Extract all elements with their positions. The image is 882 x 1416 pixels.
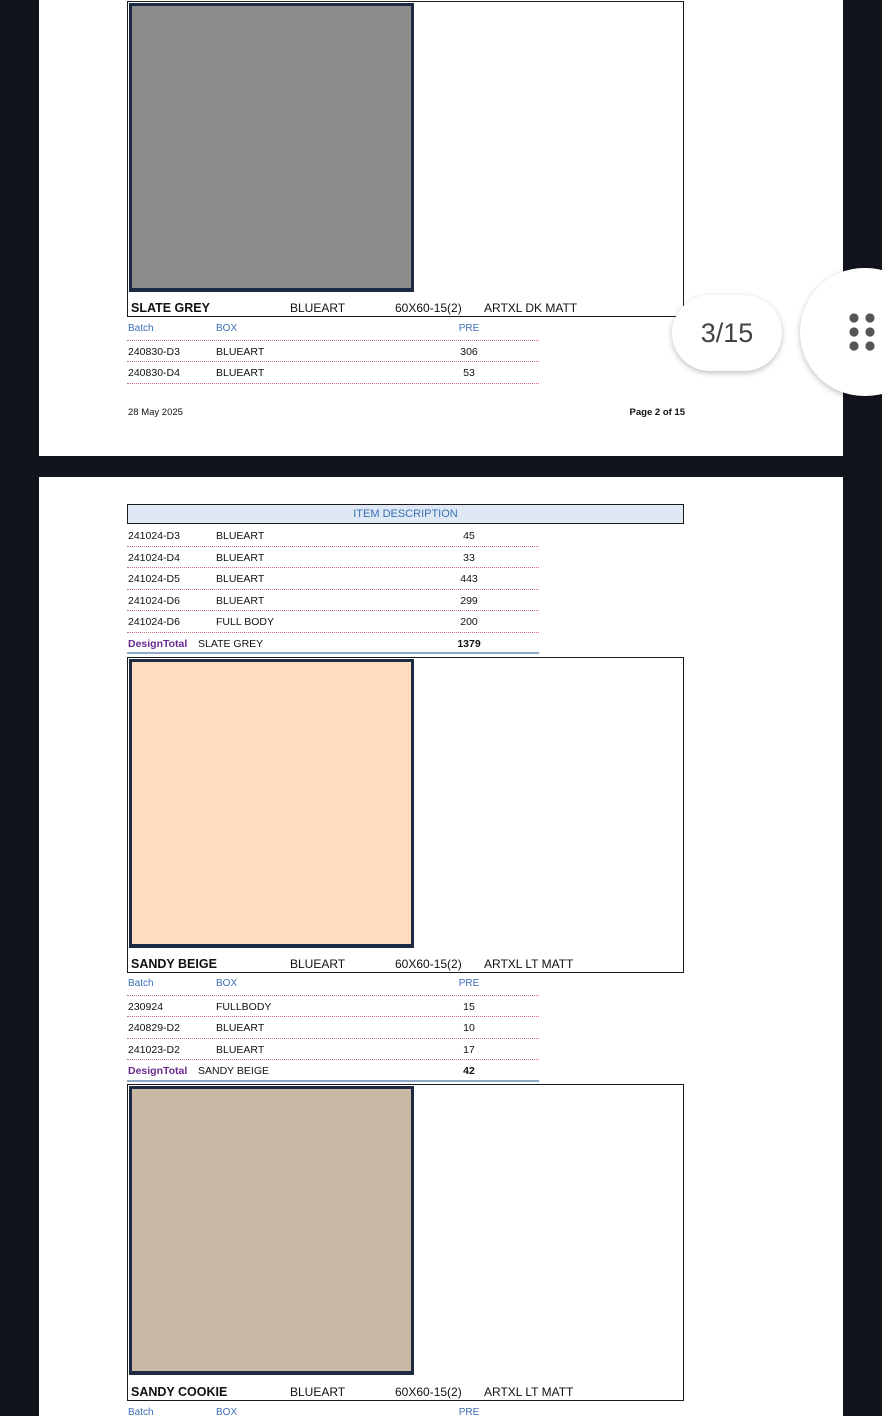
cell-box: FULL BODY [216,616,274,628]
item-description-header: ITEM DESCRIPTION [127,504,684,524]
design-total-row [127,633,539,655]
cell-batch: 230924 [128,1000,164,1013]
batch-table-continued [127,525,539,654]
batch-table [127,1403,539,1416]
design-total-name: SANDY BEIGE [198,1065,269,1077]
table-row [127,525,539,547]
header-box: BOX [216,323,238,334]
design-name: SANDY COOKIE [131,1385,228,1399]
footer-page-number: Page 2 of 15 [629,407,685,418]
cell-box: BLUEART [216,573,265,585]
header-pre: PRE [458,323,480,334]
page-counter[interactable]: 3/15 [672,295,782,371]
header-pre: PRE [458,978,480,989]
cell-box: BLUEART [216,367,265,379]
header-box: BOX [216,1407,238,1416]
cell-box: BLUEART [216,345,265,358]
cell-box: BLUEART [216,551,265,564]
table-header [127,319,539,341]
cell-pre: 15 [463,1000,475,1013]
design-brand: BLUEART [290,1385,346,1399]
design-brand: BLUEART [290,301,346,315]
cell-batch: 241024-D5 [128,573,180,585]
design-name: SLATE GREY [131,301,210,315]
cell-pre: 10 [463,1022,475,1034]
cell-batch: 240830-D4 [128,367,180,379]
table-row [127,611,539,633]
document-page-2 [39,0,843,456]
footer-date: 28 May 2025 [128,407,183,418]
design-finish: ARTXL DK MATT [484,301,578,315]
tile-swatch-sandy-cookie [129,1086,414,1375]
batch-table [127,319,539,384]
header-batch: Batch [128,323,154,334]
table-row [127,1039,539,1061]
design-total-label: DesignTotal [128,1065,188,1077]
batch-table [127,974,539,1082]
cell-pre: 45 [463,530,475,542]
cell-box: BLUEART [216,594,265,607]
cell-batch: 240829-D2 [128,1022,180,1034]
cell-pre: 200 [460,616,478,628]
table-row [127,362,539,384]
cell-pre: 306 [460,345,478,358]
design-finish: ARTXL LT MATT [484,1385,574,1399]
cell-batch: 241024-D3 [128,530,180,542]
cell-pre: 53 [463,367,475,379]
design-title-row [128,953,683,972]
cell-pre: 17 [463,1043,475,1056]
cell-box: BLUEART [216,1043,265,1056]
cell-pre: 33 [463,551,475,564]
tile-swatch-sandy-beige [129,659,414,948]
design-block-slate-grey [127,1,684,317]
table-row [127,568,539,590]
design-total-value: 42 [463,1065,475,1077]
grid-dots-icon [848,312,876,352]
header-batch: Batch [128,978,154,989]
design-finish: ARTXL LT MATT [484,957,574,971]
cell-box: FULLBODY [216,1000,272,1013]
design-total-row [127,1060,539,1082]
design-total-name: SLATE GREY [198,637,264,650]
design-block-sandy-beige [127,657,684,973]
design-total-value: 1379 [457,637,481,650]
design-title-row [128,297,683,316]
design-total-label: DesignTotal [128,637,188,650]
cell-batch: 240830-D3 [128,345,180,358]
table-row [127,1017,539,1039]
table-row [127,341,539,363]
design-brand: BLUEART [290,957,346,971]
cell-batch: 241024-D6 [128,616,180,628]
design-title-row [128,1381,683,1400]
table-row [127,590,539,612]
table-row [127,547,539,569]
cell-pre: 443 [460,573,478,585]
cell-box: BLUEART [216,530,265,542]
cell-batch: 241024-D6 [128,594,180,607]
cell-box: BLUEART [216,1022,265,1034]
design-size: 60X60-15(2) [395,957,462,971]
header-pre: PRE [458,1407,480,1416]
cell-batch: 241024-D4 [128,551,180,564]
cell-batch: 241023-D2 [128,1043,180,1056]
table-header [127,974,539,996]
design-size: 60X60-15(2) [395,1385,462,1399]
table-header [127,1403,539,1416]
design-block-sandy-cookie [127,1084,684,1401]
design-size: 60X60-15(2) [395,301,462,315]
table-row [127,996,539,1018]
design-name: SANDY BEIGE [131,957,217,971]
tile-swatch-slate-grey [129,3,414,292]
header-batch: Batch [128,1407,154,1416]
document-page-3 [39,477,843,1416]
header-box: BOX [216,978,238,989]
cell-pre: 299 [460,594,478,607]
